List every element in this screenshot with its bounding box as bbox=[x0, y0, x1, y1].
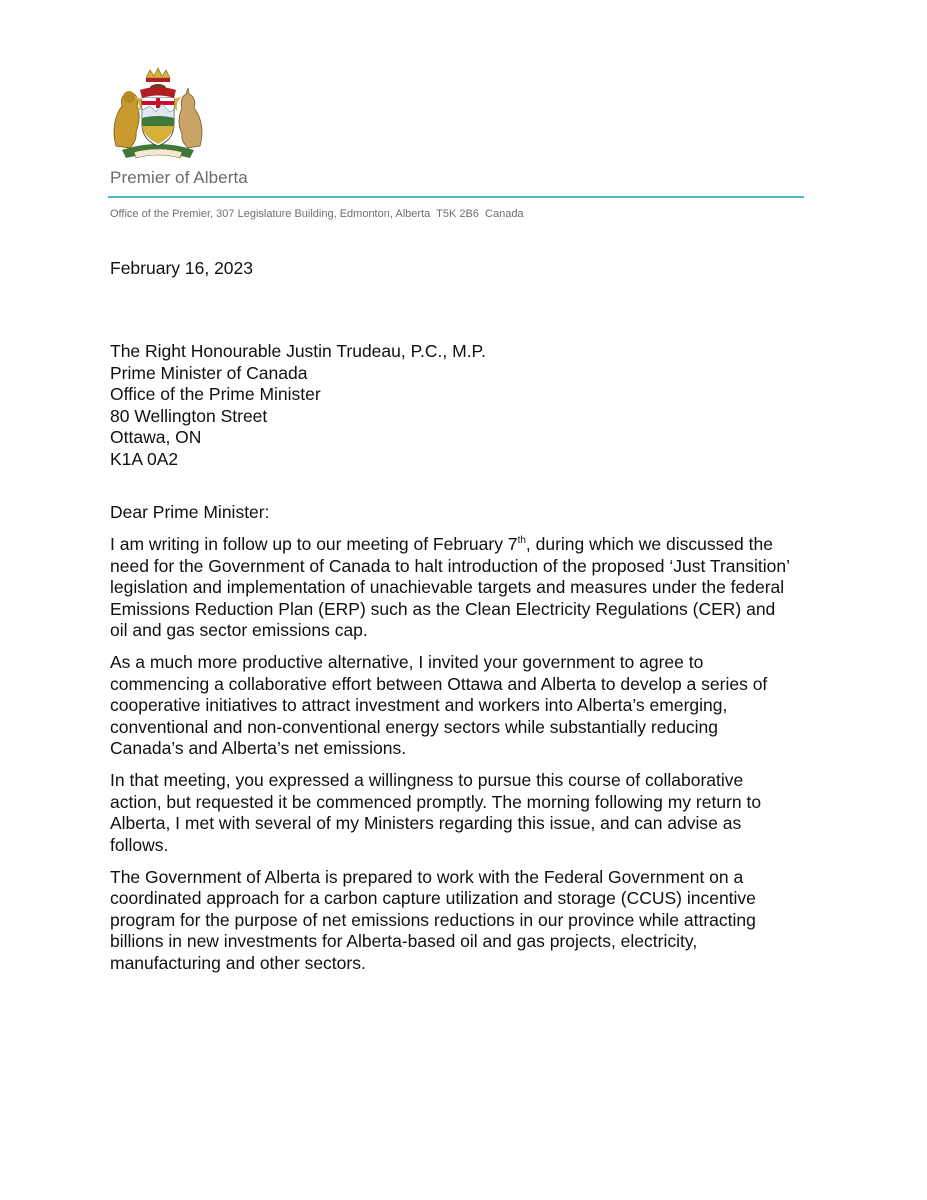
paragraph-text: , during which we discussed the bbox=[525, 534, 773, 554]
paragraph-2 bbox=[110, 652, 820, 760]
paragraph-line: need for the Government of Canada to halt introduction of the proposed ‘Just Transition’ bbox=[110, 555, 790, 576]
office-address: Office of the Premier, 307 Legislature Building, Edmonton, Alberta T5K 2B6 Canada bbox=[110, 208, 524, 220]
paragraph-line: legislation and implementation of unachievable targets and measures under the federal bbox=[110, 577, 785, 597]
recipient-line: Ottawa, ON bbox=[110, 427, 202, 447]
letterhead-rule bbox=[108, 196, 804, 198]
letter-date: February 16, 2023 bbox=[110, 258, 254, 278]
ordinal-suffix: th bbox=[517, 535, 526, 547]
paragraph-line: action, but requested it be commenced promptly. The morning following my return to bbox=[110, 791, 762, 812]
paragraph-line: As a much more productive alternative, I invited your government to agree to bbox=[110, 652, 704, 672]
paragraph-3 bbox=[110, 770, 820, 856]
paragraph-line: commencing a collaborative effort between Ottawa and Alberta to develop a series of bbox=[110, 673, 768, 694]
office-title: Premier of Alberta bbox=[110, 168, 248, 187]
recipient-line: Prime Minister of Canada bbox=[110, 362, 308, 383]
paragraph-1 bbox=[110, 534, 820, 642]
paragraph-line: The Government of Alberta is prepared to work with the Federal Government on a bbox=[110, 866, 744, 887]
paragraph-line: conventional and non-conventional energy sectors while substantially reducing bbox=[110, 716, 719, 737]
paragraph-line: cooperative initiatives to attract investment and workers into Alberta’s emerging, bbox=[110, 695, 728, 715]
paragraph-line: In that meeting, you expressed a willingness to pursue this course of collaborative bbox=[110, 770, 744, 790]
paragraph-4 bbox=[110, 867, 820, 975]
recipient-line: K1A 0A2 bbox=[110, 448, 179, 469]
paragraph-line: coordinated approach for a carbon capture utilization and storage (CCUS) incentive bbox=[110, 888, 756, 908]
recipient-address-block bbox=[110, 341, 486, 470]
recipient-line: 80 Wellington Street bbox=[110, 405, 268, 426]
paragraph-line: program for the purpose of net emissions reductions in our province while attracting bbox=[110, 909, 756, 930]
paragraph-line: Canada’s and Alberta’s net emissions. bbox=[110, 738, 407, 758]
paragraph-line: billions in new investments for Alberta-based oil and gas projects, electricity, bbox=[110, 931, 698, 951]
letter-body bbox=[110, 534, 820, 985]
recipient-line: Office of the Prime Minister bbox=[110, 384, 321, 404]
recipient-line: The Right Honourable Justin Trudeau, P.C., M.P. bbox=[110, 341, 486, 361]
paragraph-line: manufacturing and other sectors. bbox=[110, 952, 366, 973]
paragraph-line bbox=[110, 534, 820, 556]
paragraph-line: follows. bbox=[110, 834, 169, 855]
salutation: Dear Prime Minister: bbox=[110, 502, 270, 522]
paragraph-line: Alberta, I met with several of my Ministers regarding this issue, and can advise as bbox=[110, 813, 742, 833]
paragraph-line: oil and gas sector emissions cap. bbox=[110, 620, 368, 640]
paragraph-text: I am writing in follow up to our meeting of February 7 bbox=[110, 534, 518, 554]
alberta-coat-of-arms-logo bbox=[104, 66, 212, 166]
paragraph-line: Emissions Reduction Plan (ERP) such as the Clean Electricity Regulations (CER) and bbox=[110, 598, 776, 619]
